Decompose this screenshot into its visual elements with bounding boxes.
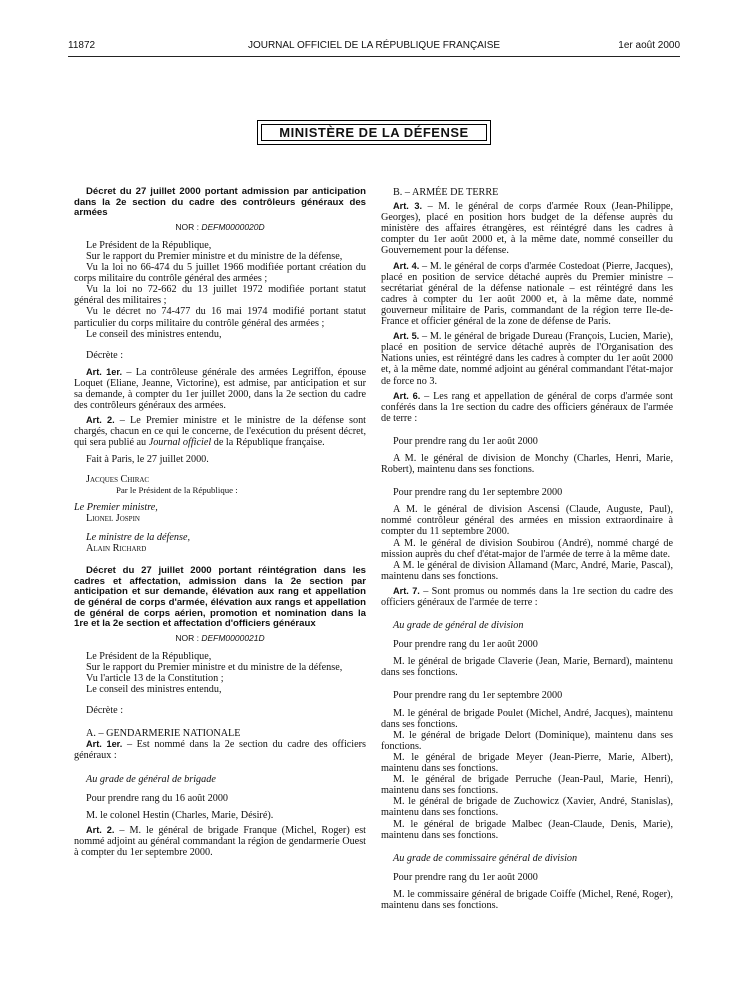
section-b-heading: B. – ARMÉE DE TERRE: [393, 187, 499, 198]
article-text: – Est nommé dans la 2e section du cadre des officiers généraux :: [74, 739, 367, 762]
rank-date: Pour prendre rang du 16 août 2000: [86, 792, 229, 804]
right-column: [381, 187, 673, 911]
rank-date: Pour prendre rang du 1er août 2000: [393, 435, 538, 447]
page-number: 11872: [68, 40, 96, 51]
nor-code: DEFM0000020D: [201, 221, 265, 232]
person-entry: A M. le général de division Ascensi (Claude, Auguste, Paul), nommé contrôleur général des armées en mission extraordinaire à compter du 11 septembre 2000.: [381, 504, 673, 538]
article-label: Art. 3.: [393, 201, 423, 212]
rank-date: Pour prendre rang du 1er septembre 2000: [393, 690, 563, 702]
intro-line: Vu la loi no 66-474 du 5 juillet 1966 modifiée portant création du corps militaire du contrôle général des armées ;: [74, 262, 366, 285]
article: [74, 739, 366, 761]
nor-label: NOR :: [175, 221, 199, 232]
article-label: Art. 4.: [393, 260, 420, 271]
grade-heading: Au grade de général de brigade: [86, 773, 216, 785]
minister-title: Le ministre de la défense,: [86, 531, 191, 543]
issue-date: 1er août 2000: [618, 40, 680, 51]
page-header: [68, 40, 680, 57]
grade-heading: Au grade de commissaire général de division: [393, 852, 578, 864]
article-text: – Le Premier ministre et le ministre de la défense sont chargés, chacun en ce qui le concerne, de l'exécution du présent décret, qui sera publié au: [74, 415, 366, 449]
person-entry: M. le général de brigade Meyer (Jean-Pierre, Marie, Albert), maintenu dans ses fonctions.: [381, 751, 673, 775]
nor-label: NOR :: [175, 632, 199, 643]
article-label: Art. 6.: [393, 390, 421, 401]
decree2-nor: [74, 633, 366, 644]
nor-code: DEFM0000021D: [201, 632, 265, 643]
rank-date: Pour prendre rang du 1er août 2000: [393, 871, 538, 883]
grade-heading: Au grade de général de division: [393, 620, 524, 632]
rank-date: Pour prendre rang du 1er septembre 2000: [393, 487, 563, 499]
intro-line: Vu la loi no 72-662 du 13 juillet 1972 modifiée portant statut général des militaires ;: [74, 284, 366, 307]
article: [74, 367, 366, 411]
rank-date: Pour prendre rang du 1er août 2000: [393, 639, 538, 651]
person-entry: A M. le général de division Soubirou (André), nommé chargé de mission auprès du chef d'état-major de l'armée de terre à la même date.: [381, 537, 673, 560]
intro-line: Le Président de la République,: [86, 650, 212, 662]
journal-officiel-ref: Journal officiel: [148, 437, 212, 449]
article-text: – M. le général de brigade Franque (Michel, Roger) est nommé adjoint au général commandant la région de gendarmerie Ouest à compter du 1er septembre 2000.: [74, 824, 366, 858]
person-entry: M. le général de brigade Malbec (Jean-Claude, Denis, Marie), maintenu dans ses fonctions.: [381, 818, 673, 841]
person-entry: M. le général de brigade Delort (Dominique), maintenu dans ses fonctions.: [381, 729, 673, 752]
person-entry: M. le colonel Hestin (Charles, Marie, Désiré).: [86, 809, 274, 821]
minister-name: Alain Richard: [86, 543, 147, 555]
article: [381, 261, 673, 328]
decree2-title: Décret du 27 juillet 2000 portant réintégration dans les cadres et affectation, admission dans la 2e section par anticipation et sur demande, élévation aux rang et appellation de général de corps d'armée, élévation aux rangs et appellation de général de corps aérien, promotion et nomination dans la 1re et la 2e section et affectation d'officiers généraux: [74, 565, 366, 630]
person-entry: M. le général de brigade de Zuchowicz (Xavier, André, Stanislas), maintenu dans ses fonctions.: [381, 796, 673, 819]
article: [381, 391, 673, 424]
signature: Jacques Chirac: [86, 473, 150, 485]
article: [381, 331, 673, 386]
decree1-nor: [74, 222, 366, 233]
article-text: – M. le général de corps d'armée Roux (Jean-Philippe, Georges), placé en position hors budget de la défense auprès du ministère des affaires étrangères, est réintégré dans les cadres à compter du 1er août 2000 et, à la même date, nommé conseiller du Gouvernement pour la défense.: [381, 201, 673, 257]
article: [74, 415, 366, 448]
article-text: – M. le général de brigade Dureau (François, Lucien, Marie), placé en position de service détaché auprès de l'Organisation des Nations unies, est réintégré dans les cadres à compter du 1er août 2000 et, à la même date, nommé adjoint au général commandant l'état-major de force no 3.: [381, 331, 673, 387]
by-president: Par le Président de la République :: [116, 484, 238, 495]
person-entry: M. le commissaire général de brigade Coiffe (Michel, René, Roger), maintenu dans ses fonctions.: [381, 888, 673, 911]
intro-line: Le Président de la République,: [86, 239, 212, 251]
intro-line: Sur le rapport du Premier ministre et du ministre de la défense,: [86, 661, 343, 673]
intro-line: Vu le décret no 74-477 du 16 mai 1974 modifié portant statut particulier du corps militaire du contrôle général des armées ;: [74, 306, 366, 329]
article-text: – M. le général de corps d'armée Costedoat (Pierre, Jacques), placé en position de service détaché auprès du Premier ministre – secrétariat général de la défense nationale – est réintégré dans les cadres à compter du 1er août 2000 et, à la même date, nommé gouverneur militaire de Paris, commandant de la région terre Ile-de-France et officier général de la zone de défense de Paris.: [381, 260, 673, 328]
journal-title: JOURNAL OFFICIEL DE LA RÉPUBLIQUE FRANÇAISE: [247, 40, 501, 51]
pm-title: Le Premier ministre,: [74, 501, 158, 513]
article: [381, 201, 673, 256]
intro-line: Le conseil des ministres entendu,: [86, 684, 222, 696]
done-at-paris: Fait à Paris, le 27 juillet 2000.: [86, 454, 209, 466]
person-entry: A M. le général de division Allamand (Marc, André, Marie, Pascal), maintenu dans ses fonctions.: [381, 559, 673, 582]
article-text: – Les rang et appellation de général de corps d'armée sont conférés dans la 1re section du cadre des officiers généraux de l'armée de terre :: [381, 390, 673, 424]
section-a-heading: A. – GENDARMERIE NATIONALE: [86, 728, 241, 740]
left-column: [74, 187, 366, 858]
person-entry: M. le général de brigade Poulet (Michel, André, Jacques), maintenu dans ses fonctions.: [381, 707, 673, 730]
article-label: Art. 7.: [393, 585, 420, 596]
intro-line: Vu l'article 13 de la Constitution ;: [86, 672, 224, 684]
article-label: Art. 2.: [86, 415, 115, 426]
article-text: – Sont promus ou nommés dans la 1re section du cadre des officiers généraux de l'armée de terre :: [381, 585, 673, 608]
article-label: Art. 1er.: [86, 366, 122, 377]
intro-line: Le conseil des ministres entendu,: [86, 328, 222, 340]
article-text: – La contrôleuse générale des armées Legriffon, épouse Loquet (Eliane, Jeanne, Victorine), est admise, par anticipation et sur sa demande, à compter du 1er juillet 2000, dans la 2e section du cadre des contrôleurs généraux des armées.: [74, 366, 367, 412]
intro-line: Sur le rapport du Premier ministre et du ministre de la défense,: [86, 250, 343, 262]
article: [74, 825, 366, 858]
ministry-heading-box: [257, 120, 491, 145]
article-label: Art. 2.: [86, 824, 115, 835]
decrete: Décrète :: [86, 705, 124, 717]
article: [381, 586, 673, 608]
ministry-heading: MINISTÈRE DE LA DÉFENSE: [279, 124, 469, 140]
person-entry: M. le général de brigade Claverie (Jean, Marie, Bernard), maintenu dans ses fonctions.: [381, 656, 673, 679]
person-entry: A M. le général de division de Monchy (Charles, Henri, Marie, Robert), maintenu dans ses fonctions.: [381, 452, 673, 476]
pm-name: Lionel Jospin: [86, 512, 140, 524]
article-label: Art. 1er.: [86, 739, 123, 750]
article-label: Art. 5.: [393, 331, 420, 342]
decree1-title: Décret du 27 juillet 2000 portant admission par anticipation dans la 2e section du cadre des contrôleurs généraux des armées: [74, 186, 366, 219]
person-entry: M. le général de brigade Perruche (Jean-Paul, Marie, Henri), maintenu dans ses fonctions.: [381, 774, 673, 797]
article-text: de la République française.: [211, 437, 325, 449]
decrete: Décrète :: [86, 349, 124, 361]
